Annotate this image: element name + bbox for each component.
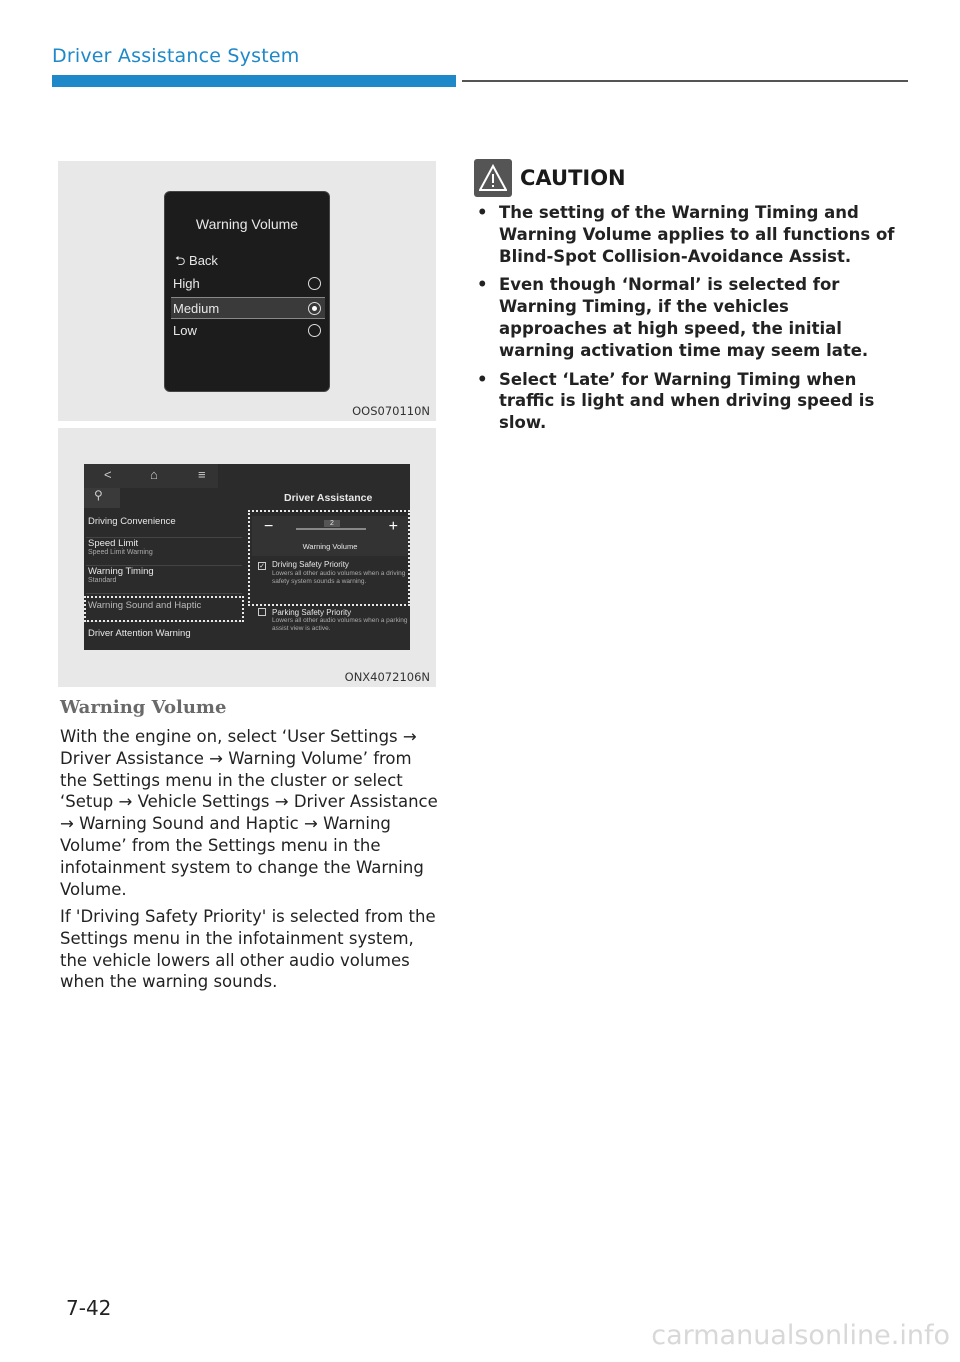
volume-value: 2 bbox=[324, 520, 340, 527]
volume-label: Warning Volume bbox=[302, 542, 358, 551]
radio-icon bbox=[308, 324, 321, 337]
checkbox-checked-icon: ✓ bbox=[259, 563, 265, 570]
paragraph: If 'Driving Safety Priority' is selected from the Settings menu in the infotainment system, the vehicle lowers all other audio volumes when the warning sounds. bbox=[60, 907, 436, 992]
paragraph: With the engine on, select ‘User Settings → Driver Assistance → Warning Volume’ from the Settings menu in the cluster or select ‘Setup → Vehicle Settings → Driver Assistance → Warning Sound and Haptic → Warning Volume’ from the Settings menu in the infotainment system to change the Warning Volume. bbox=[60, 727, 438, 899]
cluster-option-medium: Medium bbox=[171, 297, 325, 319]
menu-icon: ≡ bbox=[198, 467, 206, 482]
section-heading: Warning Volume bbox=[60, 697, 227, 718]
cluster-option-low: Low bbox=[171, 320, 325, 342]
option-driving-safety: ✓ Driving Safety Priority Lowers all other audio volumes when a driving safety system sounds a warning. bbox=[259, 560, 406, 585]
option-parking-safety: Parking Safety Priority Lowers all other audio volumes when a parking assist view is active. bbox=[258, 608, 408, 633]
home-icon: ⌂ bbox=[150, 467, 158, 482]
caution-item: • Even though ‘Normal’ is selected for Warning Timing, if the vehicles approaches at high speed, the initial warning activation time may seem late. bbox=[476, 274, 896, 361]
cluster-screen-title: Warning Volume bbox=[195, 216, 299, 232]
cluster-back: ⮌ Back bbox=[175, 253, 218, 268]
header-rule-grey bbox=[462, 80, 908, 82]
figure-infotainment bbox=[58, 428, 436, 687]
highlight-box-menu bbox=[84, 596, 244, 622]
cluster-option-high: High bbox=[171, 273, 325, 295]
screen-header: Driver Assistance bbox=[284, 492, 373, 504]
watermark: carmanualsonline.info bbox=[651, 1320, 950, 1351]
caution-item: • The setting of the Warning Timing and Warning Volume applies to all functions of Blind-Spot Collision-Avoidance Assist. bbox=[476, 202, 896, 267]
plus-icon: + bbox=[388, 518, 398, 535]
section-title: Driver Assistance System bbox=[52, 45, 300, 67]
menu-item-driving-convenience: Driving Convenience bbox=[86, 516, 242, 538]
highlight-box-options bbox=[248, 510, 410, 606]
caution-title: CAUTION bbox=[520, 166, 626, 190]
radio-selected-icon bbox=[308, 302, 321, 315]
search-icon: ⚲ bbox=[84, 488, 120, 508]
figure-cluster bbox=[58, 161, 436, 421]
caution-list bbox=[476, 202, 896, 441]
menu-item-warning-timing: Warning Timing Standard bbox=[86, 566, 242, 594]
minus-icon: − bbox=[264, 518, 274, 535]
checkbox-icon bbox=[258, 608, 266, 616]
caution-item: • Select ‘Late’ for Warning Timing when traffic is light and when driving speed is slow. bbox=[476, 369, 896, 434]
cluster-screen bbox=[164, 191, 330, 392]
infotainment-screen bbox=[84, 464, 410, 650]
back-arrow-icon: < bbox=[104, 467, 112, 482]
nav-bar bbox=[84, 464, 218, 488]
figure-code: ONX4072106N bbox=[344, 670, 430, 684]
warning-triangle-icon bbox=[474, 159, 512, 197]
header-rule-blue bbox=[52, 75, 456, 87]
radio-icon bbox=[308, 277, 321, 290]
page-number: 7-42 bbox=[66, 1296, 112, 1320]
menu-item-speed-limit: Speed Limit Speed Limit Warning bbox=[86, 538, 242, 566]
figure-code: OOS070110N bbox=[352, 404, 430, 418]
menu-item-driver-attention: Driver Attention Warning bbox=[88, 628, 191, 639]
menu-item-warning-sound: Warning Sound and Haptic bbox=[86, 600, 242, 622]
